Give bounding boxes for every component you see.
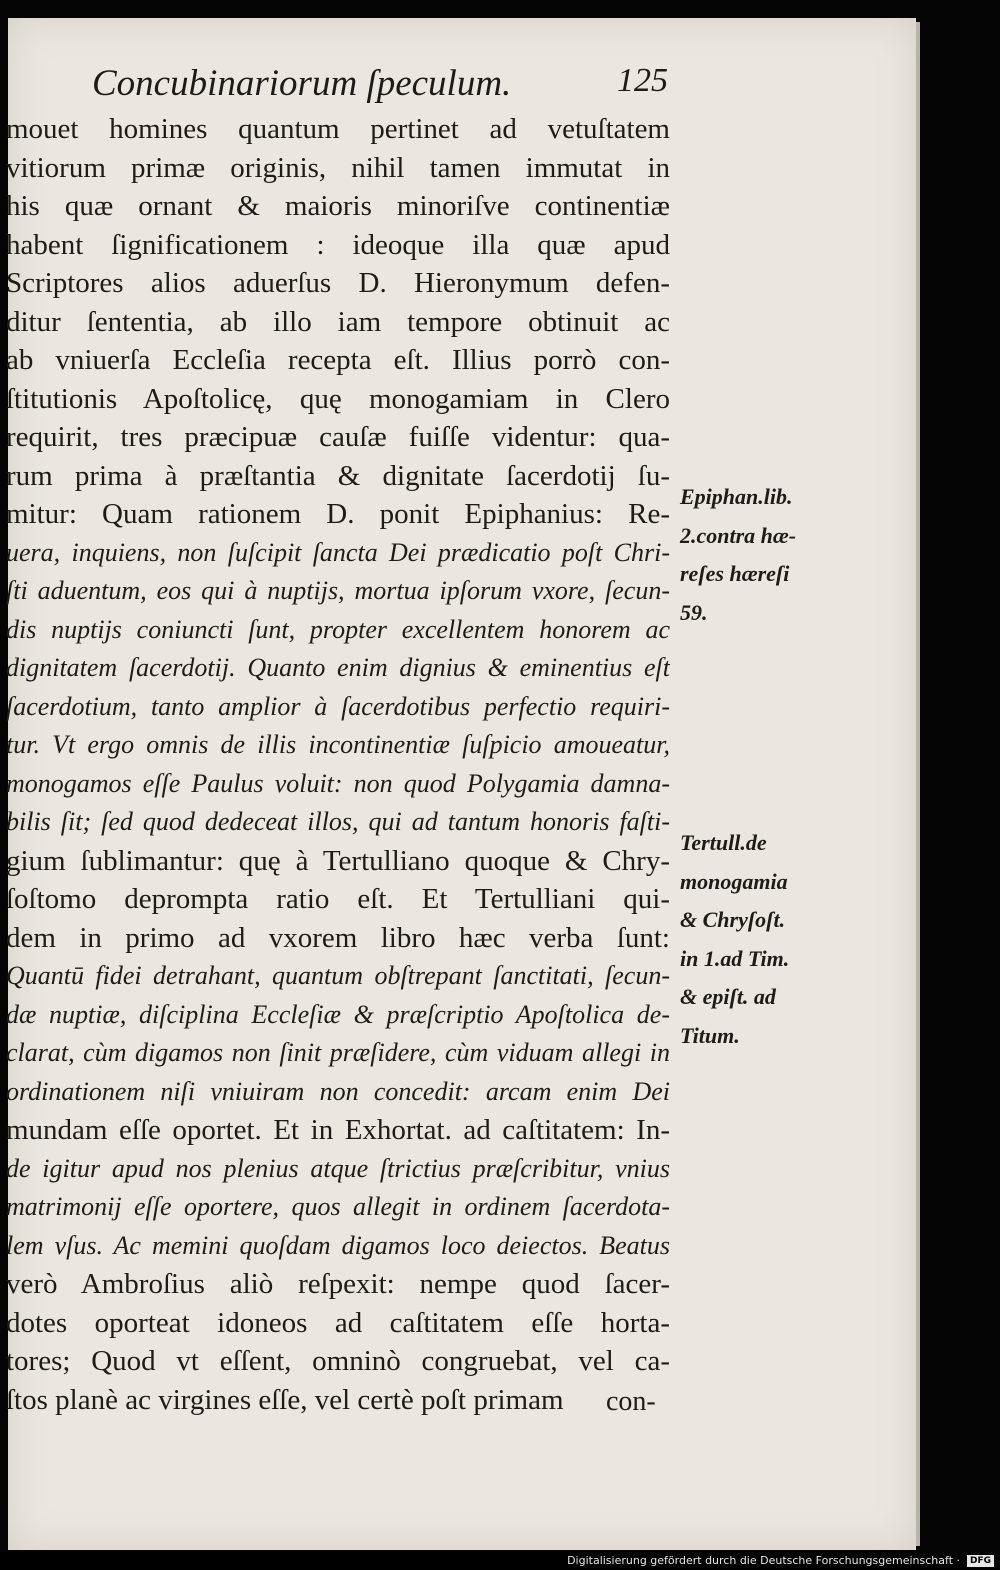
text-line: ſti aduentum, eos qui à nuptijs, mortua ipſorum vxore, ſecun- (6, 576, 670, 605)
text-line: rum prima à præſtantia & dignitate ſacerdotij ſu- (6, 459, 670, 492)
text-line: Quantū fidei detrahant, quantum obſtrepant ſanctitati, ſecun- (6, 961, 670, 990)
text-line: tur. Vt ergo omnis de illis incontinentiæ ſuſpicio amoueatur, (6, 730, 670, 759)
margin-note-line: monogamia (680, 868, 788, 894)
page-number: 125 (617, 62, 668, 99)
text-line: tores; Quod vt eſſent, omninò congruebat, vel ca- (6, 1345, 670, 1377)
margin-note-line: Epiphan.lib. (680, 484, 793, 509)
funding-credit: Digitalisierung gefördert durch die Deutsche Forschungsgemeinschaft · (567, 1554, 960, 1567)
body-text (6, 110, 670, 1419)
text-line: de igitur apud nos plenius atque ſtrictius præſcribitur, vnius (6, 1153, 670, 1183)
margin-note-line: reſes hæreſi (680, 561, 790, 586)
page-header (92, 62, 668, 112)
text-line: requirit, tres præcipuæ cauſæ fuiſſe videntur: qua- (6, 421, 670, 453)
text-line: dem in primo ad vxorem libro hæc verba ſunt: (6, 921, 670, 954)
text-line: dotes oporteat idoneos ad caſtitatem eſſe horta- (6, 1306, 670, 1339)
margin-note-line: in 1.ad Tim. (680, 945, 790, 971)
text-line: vitiorum primæ originis, nihil tamen immutat in (6, 151, 670, 184)
text-line: bilis ſit; ſed quod dedeceat illos, qui ad tantum honoris faſti- (6, 807, 670, 836)
text-line: dæ nuptiæ, diſciplina Eccleſiæ & præſcriptio Apoſtolica de- (6, 999, 670, 1029)
text-line: ſtos planè ac virgines eſſe, vel certè poſt primam (6, 1383, 564, 1416)
text-line: matrimonij eſſe oportere, quos allegit in ordinem ſacerdota- (6, 1192, 670, 1221)
text-line: ab vniuerſa Eccleſia recepta eſt. Illius porrò con- (6, 344, 670, 376)
text-line: clarat, cùm digamos non ſinit præſidere, cùm viduam allegi in (6, 1038, 670, 1067)
text-line: gium ſublimantur: quę à Tertulliano quoque & Chry- (6, 844, 670, 877)
margin-note-line: & Chryſoſt. (680, 907, 786, 932)
text-line: monogamos eſſe Paulus voluit: non quod Polygamia damna- (6, 768, 670, 798)
text-line: ditur ſententia, ab illo iam tempore obtinuit ac (6, 305, 670, 338)
margin-note-line: Titum. (680, 1022, 740, 1048)
margin-note-line: & epiſt. ad (680, 984, 776, 1009)
text-line: dignitatem ſacerdotij. Quanto enim dignius & eminentius eſt (6, 653, 670, 682)
text-line: habent ſignificationem : ideoque illa quæ apud (6, 228, 670, 261)
margin-note-epiphanius (680, 478, 796, 632)
text-line: uera, inquiens, non ſuſcipit ſancta Dei prædicatio poſt Chri- (6, 537, 670, 567)
text-line: ſacerdotium, tanto amplior à ſacerdotibus perfectio requiri- (6, 691, 670, 721)
text-line: Scriptores alios aduerſus D. Hieronymum defen- (6, 267, 670, 299)
text-line: mitur: Quam rationem D. ponit Epiphanius: Re- (6, 498, 670, 530)
margin-note-line: 59. (680, 599, 708, 625)
text-line: mouet homines quantum pertinet ad vetuſtatem (6, 113, 670, 145)
page-edge (916, 22, 920, 1546)
margin-note-line: 2.contra hæ- (680, 522, 797, 548)
text-line: lem vſus. Ac memini quoſdam digamos loco deiectos. Beatus (6, 1230, 670, 1260)
text-line: his quæ ornant & maioris minoriſve continentiæ (6, 190, 670, 222)
running-title: Concubinariorum ſpeculum. (92, 63, 512, 104)
text-line: ſtitutionis Apoſtolicę, quę monogamiam in Clero (6, 382, 670, 415)
margin-note-line: Tertull.de (680, 830, 767, 855)
digitization-footer (0, 1552, 1000, 1570)
text-line: ſoſtomo deprompta ratio eſt. Et Tertulliani qui- (6, 883, 670, 915)
text-line: dis nuptijs coniuncti ſunt, propter excellentem honorem ac (6, 614, 670, 644)
margin-note-tertullian (680, 824, 789, 1055)
dfg-logo: DFG (967, 1555, 994, 1567)
text-line: mundam eſſe oportet. Et in Exhortat. ad caſtitatem: In- (6, 1114, 670, 1146)
text-line: ordinationem niſi vniuiram non concedit: arcam enim Dei (6, 1076, 670, 1106)
text-line: verò Ambroſius aliò reſpexit: nempe quod ſacer- (6, 1268, 670, 1300)
catchword: con- (606, 1386, 656, 1417)
